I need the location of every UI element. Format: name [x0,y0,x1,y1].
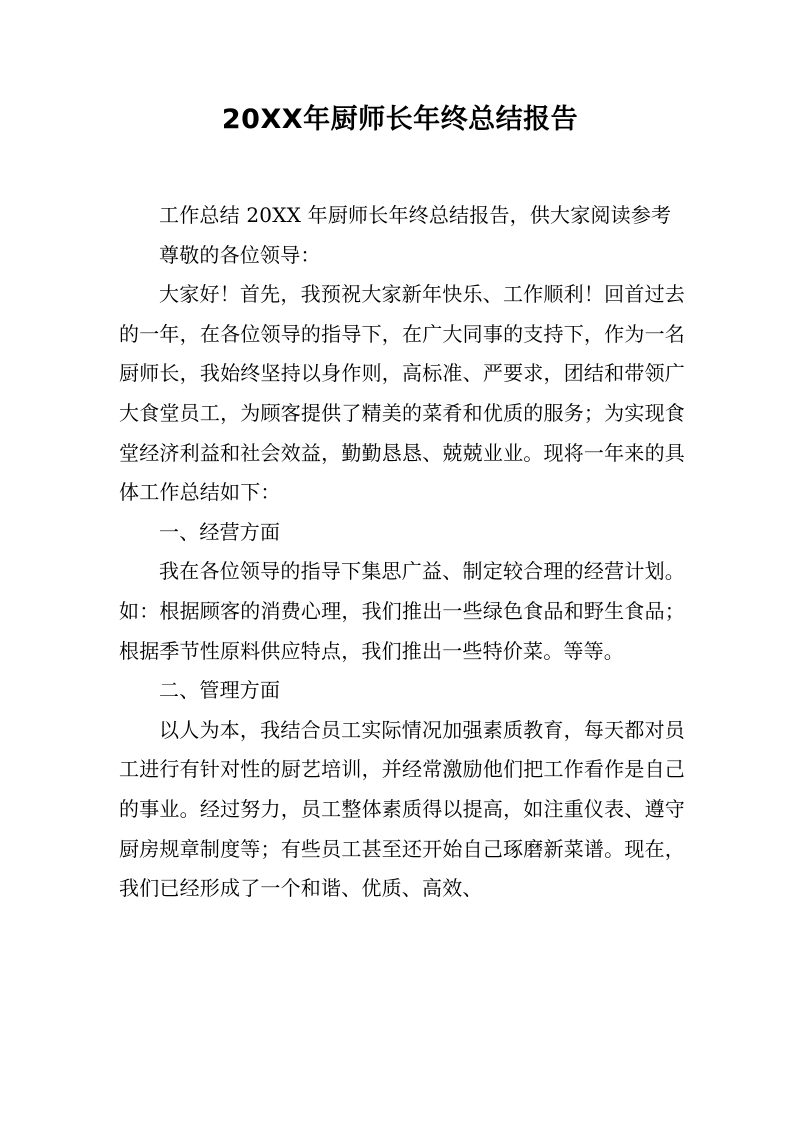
document-body [119,196,685,909]
opening-paragraph: 大家好！首先，我预祝大家新年快乐、工作顺利！回首过去的一年，在各位领导的指导下，在广大同事的支持下，作为一名厨师长，我始终坚持以身作则，高标准、严要求，团结和带领广大食堂员工，为顾客提供了精美的菜肴和优质的服务；为实现食堂经济利益和社会效益，勤勤恳恳、兢兢业业。现将一年来的具体工作总结如下： [119,282,685,505]
section-text-operations: 我在各位领导的指导下集思广益、制定较合理的经营计划。如：根据顾客的消费心理，我们推出一些绿色食品和野生食品；根据季节性原料供应特点，我们推出一些特价菜。等等。 [119,559,685,663]
intro-paragraph: 工作总结 20XX 年厨师长年终总结报告，供大家阅读参考 [159,203,672,227]
document-title: 20XX年厨师长年终总结报告 [221,104,579,135]
section-heading-management: 二、管理方面 [159,678,281,703]
section-text-management: 以人为本，我结合员工实际情况加强素质教育，每天都对员工进行有针对性的厨艺培训，并经常激励他们把工作看作是自己的事业。经过努力，员工整体素质得以提高，如注重仪表、遵守厨房规章制度等；有些员工甚至还开始自己琢磨新菜谱。现在，我们已经形成了一个和谐、优质、高效、 [119,717,685,901]
section-heading-operations: 一、经营方面 [159,519,281,544]
salutation: 尊敬的各位领导： [159,242,321,267]
